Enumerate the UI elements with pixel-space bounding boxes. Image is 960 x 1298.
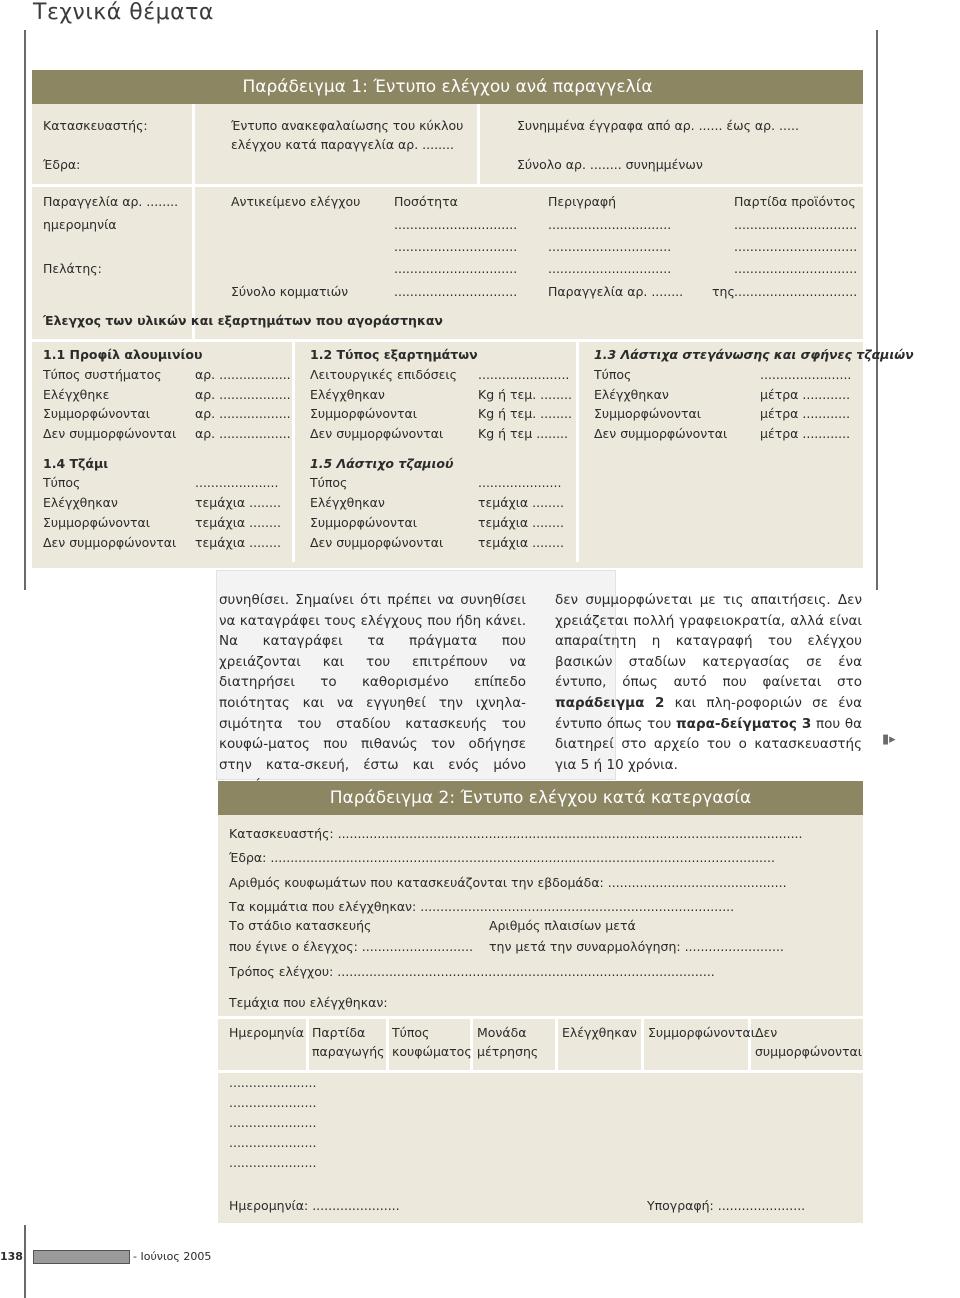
seat-label: Έδρα: (43, 157, 81, 172)
frames-line-2: την μετά την συναρμολόγηση: ......................... (489, 939, 784, 954)
attached-line-1: Συνημμένα έγγραφα από αρ. ...... έως αρ. ..... (517, 118, 799, 133)
blank-line: ...................... (229, 1095, 317, 1110)
body-bold-ref: παράδειγμα 2 (555, 694, 665, 711)
separator (576, 342, 579, 562)
separator (218, 1016, 863, 1019)
s15-row-label: Ελέγχθηκαν (310, 495, 385, 510)
magazine-logo (33, 1250, 130, 1264)
example2-box (218, 781, 863, 1223)
seat-line: Έδρα: ............................................................................................................................... (229, 850, 775, 865)
s15-title: 1.5 Λάστιχο τζαμιού (310, 456, 454, 471)
separator (555, 1019, 558, 1070)
s14-row-label: Συμμορφώνονται (43, 515, 150, 530)
blank-line: ............................... (734, 217, 858, 232)
date-label: ημερομηνία (43, 217, 117, 232)
frames-line-1: Αριθμός πλαισίων μετά (489, 918, 636, 933)
s13-row-label: Δεν συμμορφώνονται (594, 426, 728, 441)
blank-line: ...................... (229, 1155, 317, 1170)
body-right-column (555, 590, 862, 775)
order-ref-label: Παραγγελία αρ. ........ (548, 284, 684, 299)
col-header: μέτρησης (477, 1044, 539, 1059)
s13-row-value: μέτρα ............ (760, 426, 851, 441)
s12-title: 1.2 Τύπος εξαρτημάτων (310, 347, 478, 362)
s15-row-label: Συμμορφώνονται (310, 515, 417, 530)
s12-row-label: Συμμορφώνονται (310, 406, 417, 421)
blank-line: ...................... (229, 1075, 317, 1090)
blank-line: ............................... (394, 239, 518, 254)
s15-row-label: Δεν συμμορφώνονται (310, 535, 444, 550)
customer-label: Πελάτης: (43, 261, 102, 276)
s11-row-value: αρ. .................. (195, 387, 291, 402)
blank-line: ............................... (394, 261, 518, 276)
s12-row-label: Λειτουργικές επιδόσεις (310, 367, 457, 382)
s14-row-label: Δεν συμμορφώνονται (43, 535, 177, 550)
s11-row-value: αρ. .................. (195, 367, 291, 382)
s13-row-label: Συμμορφώνονται (594, 406, 701, 421)
col-header: Τύπος (392, 1025, 430, 1040)
blank-line: ............................... (548, 261, 672, 276)
s12-row-value: Kg ή τεμ. ........ (478, 406, 572, 421)
s11-row-value: αρ. .................. (195, 406, 291, 421)
col-header: παραγωγής (312, 1044, 385, 1059)
s13-row-value: μέτρα ............ (760, 387, 851, 402)
stage-line-2: που έγινε ο έλεγχος: ............................ (229, 939, 474, 954)
s12-row-label: Ελέγχθηκαν (310, 387, 385, 402)
col-batch: Παρτίδα προϊόντος (734, 194, 856, 209)
col-description: Περιγραφή (548, 194, 617, 209)
separator (386, 1019, 389, 1070)
s14-row-label: Τύπος (43, 475, 81, 490)
left-rule (24, 30, 26, 590)
page-number: 138 (0, 1250, 23, 1263)
signature-line: Υπογραφή: ...................... (647, 1198, 806, 1213)
blank-line: ............................... (734, 284, 858, 299)
blank-line: ............................... (734, 239, 858, 254)
footer-issue: - Ιούνιος 2005 (133, 1250, 212, 1263)
s14-title: 1.4 Τζάμι (43, 456, 109, 471)
col-header: Ελέγχθηκαν (562, 1025, 637, 1040)
example2-title: Παράδειγμα 2: Έντυπο ελέγχου κατά κατεργασία (218, 781, 863, 815)
example1-title: Παράδειγμα 1: Έντυπο ελέγχου ανά παραγγελία (32, 70, 863, 104)
right-rule (876, 30, 878, 590)
col-header: Ημερομηνία (229, 1025, 305, 1040)
separator (32, 339, 863, 342)
blank-line: ............................... (548, 217, 672, 232)
s14-row-value: τεμάχια ........ (195, 495, 281, 510)
blank-line: ...................... (229, 1115, 317, 1130)
example1-box (32, 70, 914, 568)
body-text: που θα διατηρεί στο αρχείο του ο κατασκευαστής για 5 ή 10 χρόνια. (555, 715, 862, 773)
s12-row-value: Kg ή τεμ. ........ (478, 387, 572, 402)
s14-row-value: τεμάχια ........ (195, 535, 281, 550)
col-header: συμμορφώνονται (755, 1044, 862, 1059)
separator (32, 184, 863, 187)
s12-row-value: ....................... (478, 367, 570, 382)
s12-row-value: Kg ή τεμ ........ (478, 426, 568, 441)
pieces-checked-label: Τεμάχια που ελέγχθηκαν: (229, 995, 388, 1010)
s15-row-value: τεμάχια ........ (478, 515, 564, 530)
s14-row-value: τεμάχια ........ (195, 515, 281, 530)
section-title: Τεχνικά θέματα (33, 0, 214, 25)
s15-row-value: ..................... (478, 475, 562, 490)
s11-row-label: Δεν συμμορφώνονται (43, 426, 177, 441)
s13-row-label: Ελέγχθηκαν (594, 387, 669, 402)
body-text: και πλη-ροφοριών σε ένα έντυπο όπως του (555, 694, 862, 732)
separator (218, 1070, 863, 1073)
materials-title: Έλεγχος των υλικών και εξαρτημάτων που αγοράστηκαν (43, 313, 443, 328)
blank-line: ............................... (394, 217, 518, 232)
separator (477, 104, 480, 184)
s11-title: 1.1 Προφίλ αλουμινίου (43, 347, 203, 362)
col-header: Μονάδα (477, 1025, 527, 1040)
s14-row-value: ..................... (195, 475, 279, 490)
blank-line: ............................... (734, 261, 858, 276)
blank-line: ............................... (548, 239, 672, 254)
body-text: δεν συμμορφώνεται με τις απαιτήσεις. Δεν χρειάζεται πολλή γραφειοκρατία, αλλά είναι απαραίτητη η καταγραφή του ελέγχου βασικών σταδίων κατεργασίας σε ένα έντυπο, όπως αυτό που φαίνεται στο (555, 592, 862, 691)
col-header: Παρτίδα (312, 1025, 366, 1040)
col-header: Δεν (755, 1025, 778, 1040)
s12-row-label: Δεν συμμορφώνονται (310, 426, 444, 441)
attached-line-2: Σύνολο αρ. ........ συνημμένων (517, 157, 703, 172)
col-header: Συμμορφώνονται (648, 1025, 755, 1040)
form-line-1: Έντυπο ανακεφαλαίωσης του κύκλου (231, 118, 464, 133)
s11-row-label: Συμμορφώνονται (43, 406, 150, 421)
checked-pieces-line: Τα κομμάτια που ελέγχθηκαν: ............................................................................... (229, 899, 735, 914)
col-object: Αντικείμενο ελέγχου (231, 194, 361, 209)
col-header: κουφώματος (392, 1044, 472, 1059)
s13-row-value: μέτρα ............ (760, 406, 851, 421)
form-line-2: ελέγχου κατά παραγγελία αρ. ........ (231, 137, 454, 152)
total-pieces-label: Σύνολο κομματιών (231, 284, 349, 299)
weekly-line: Αριθμός κουφωμάτων που κατασκευάζονται την εβδομάδα: ............................................. (229, 875, 787, 890)
manufacturer-line: Κατασκευαστής: ..................................................................................................................... (229, 826, 803, 841)
s15-row-value: τεμάχια ........ (478, 535, 564, 550)
separator (292, 342, 295, 562)
stage-line-1: Το στάδιο κατασκευής (229, 918, 372, 933)
body-left-column: συνηθίσει. Σημαίνει ότι πρέπει να συνηθίσει να καταγράφει τους ελέγχους που ήδη κάνει. Να καταγράφει τα πράγματα που χρειάζονται και του επιτρέπουν να διατηρήσει το καθορισμένο επίπεδο ποιότητας και να εγγυηθεί την ιχνηλα-σιμότητα του σταδίου κατασκευής του κουφώ-ματος που πιθανώς τον οδήγησε στην κατα-σκευή, έστω και ενός μόνο (219, 592, 526, 773)
date-signature-line: Ημερομηνία: ...................... (229, 1198, 400, 1213)
s11-row-label: Τύπος συστήματος (43, 367, 162, 382)
separator (641, 1019, 644, 1070)
s15-row-value: τεμάχια ........ (478, 495, 564, 510)
s13-title: 1.3 Λάστιχα στεγάνωσης και σφήνες τζαμιών (594, 347, 914, 362)
separator (306, 1019, 309, 1070)
s11-row-label: Ελέγχθηκε (43, 387, 110, 402)
s13-row-value: ....................... (760, 367, 852, 382)
blank-line: ............................... (394, 284, 518, 299)
continue-icon: ▮▸ (882, 732, 896, 747)
method-line: Τρόπος ελέγχου: ............................................................................................... (229, 964, 715, 979)
s15-row-label: Τύπος (310, 475, 348, 490)
of-label: της (712, 284, 735, 299)
order-no-label: Παραγγελία αρ. ........ (43, 194, 179, 209)
body-bold-ref: παρα-δείγματος 3 (675, 715, 812, 732)
s14-row-label: Ελέγχθηκαν (43, 495, 118, 510)
s13-row-label: Τύπος (594, 367, 632, 382)
separator (192, 104, 195, 184)
s11-row-value: αρ. .................. (195, 426, 291, 441)
blank-line: ...................... (229, 1135, 317, 1150)
footer-rule (24, 1225, 26, 1298)
col-quantity: Ποσότητα (394, 194, 458, 209)
manufacturer-label: Κατασκευαστής: (43, 118, 148, 133)
